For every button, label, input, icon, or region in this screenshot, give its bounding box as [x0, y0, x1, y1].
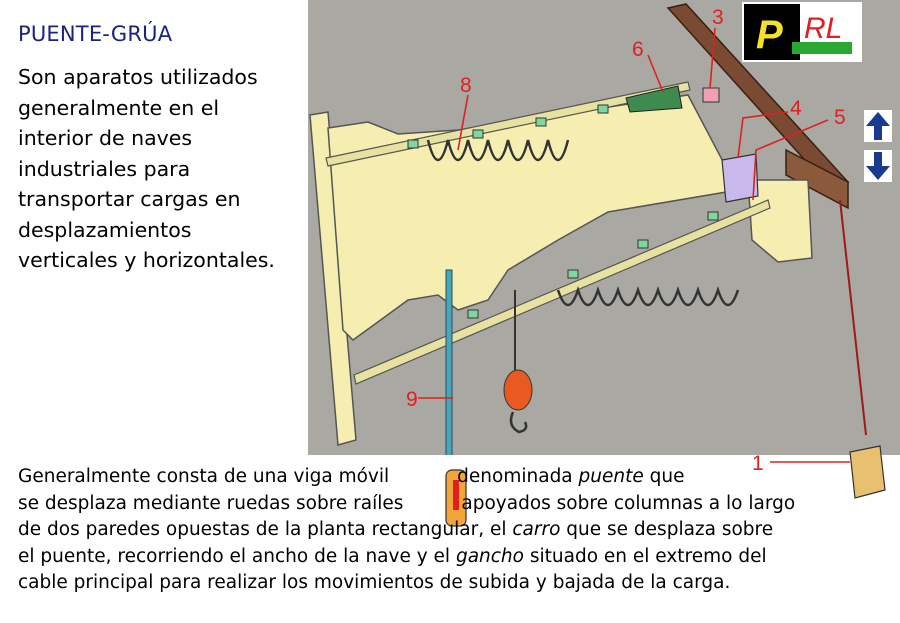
- desc-line: el puente, recorriendo el ancho de la nave y el gancho situado en el extremo del: [18, 545, 767, 567]
- pendant-cable: [446, 270, 452, 455]
- crane-diagram: [308, 0, 900, 455]
- hook-block: [504, 370, 532, 410]
- label-4: 4: [790, 97, 802, 120]
- intro-line: interior de naves: [18, 126, 193, 150]
- description-text: [18, 464, 888, 597]
- end-stop: [703, 88, 719, 102]
- label-3: 3: [712, 6, 724, 29]
- desc-line: cable principal para realizar los movimientos de subida y bajada de la carga.: [18, 572, 731, 593]
- intro-line: Son aparatos utilizados: [18, 65, 258, 89]
- logo-p: P: [756, 13, 783, 57]
- label-6: 6: [632, 38, 644, 61]
- arrow-down-icon[interactable]: [864, 150, 892, 182]
- arrow-up-icon[interactable]: [864, 110, 892, 142]
- intro-text: [18, 62, 318, 276]
- intro-line: generalmente en el: [18, 95, 220, 120]
- intro-line: verticales y horizontales.: [18, 248, 275, 272]
- intro-line: industriales para: [18, 156, 191, 181]
- desc-line: se desplaza mediante ruedas sobre raíles apoyados sobre columnas a lo largo: [18, 492, 796, 514]
- intro-line: desplazamientos: [18, 217, 192, 242]
- label-8: 8: [460, 74, 472, 97]
- label-1: 1: [752, 452, 764, 475]
- prl-logo: [742, 2, 862, 62]
- logo-rl: RL: [804, 12, 843, 45]
- label-5: 5: [834, 106, 846, 129]
- intro-line: transportar cargas en: [18, 187, 241, 211]
- desc-line: de dos paredes opuestas de la planta rectangular, el carro que se desplaza sobre: [18, 519, 774, 540]
- label-9: 9: [406, 388, 418, 411]
- page-title: PUENTE-GRÚA: [18, 22, 173, 46]
- desc-line: Generalmente consta de una viga móvil denominada puente que: [18, 466, 685, 487]
